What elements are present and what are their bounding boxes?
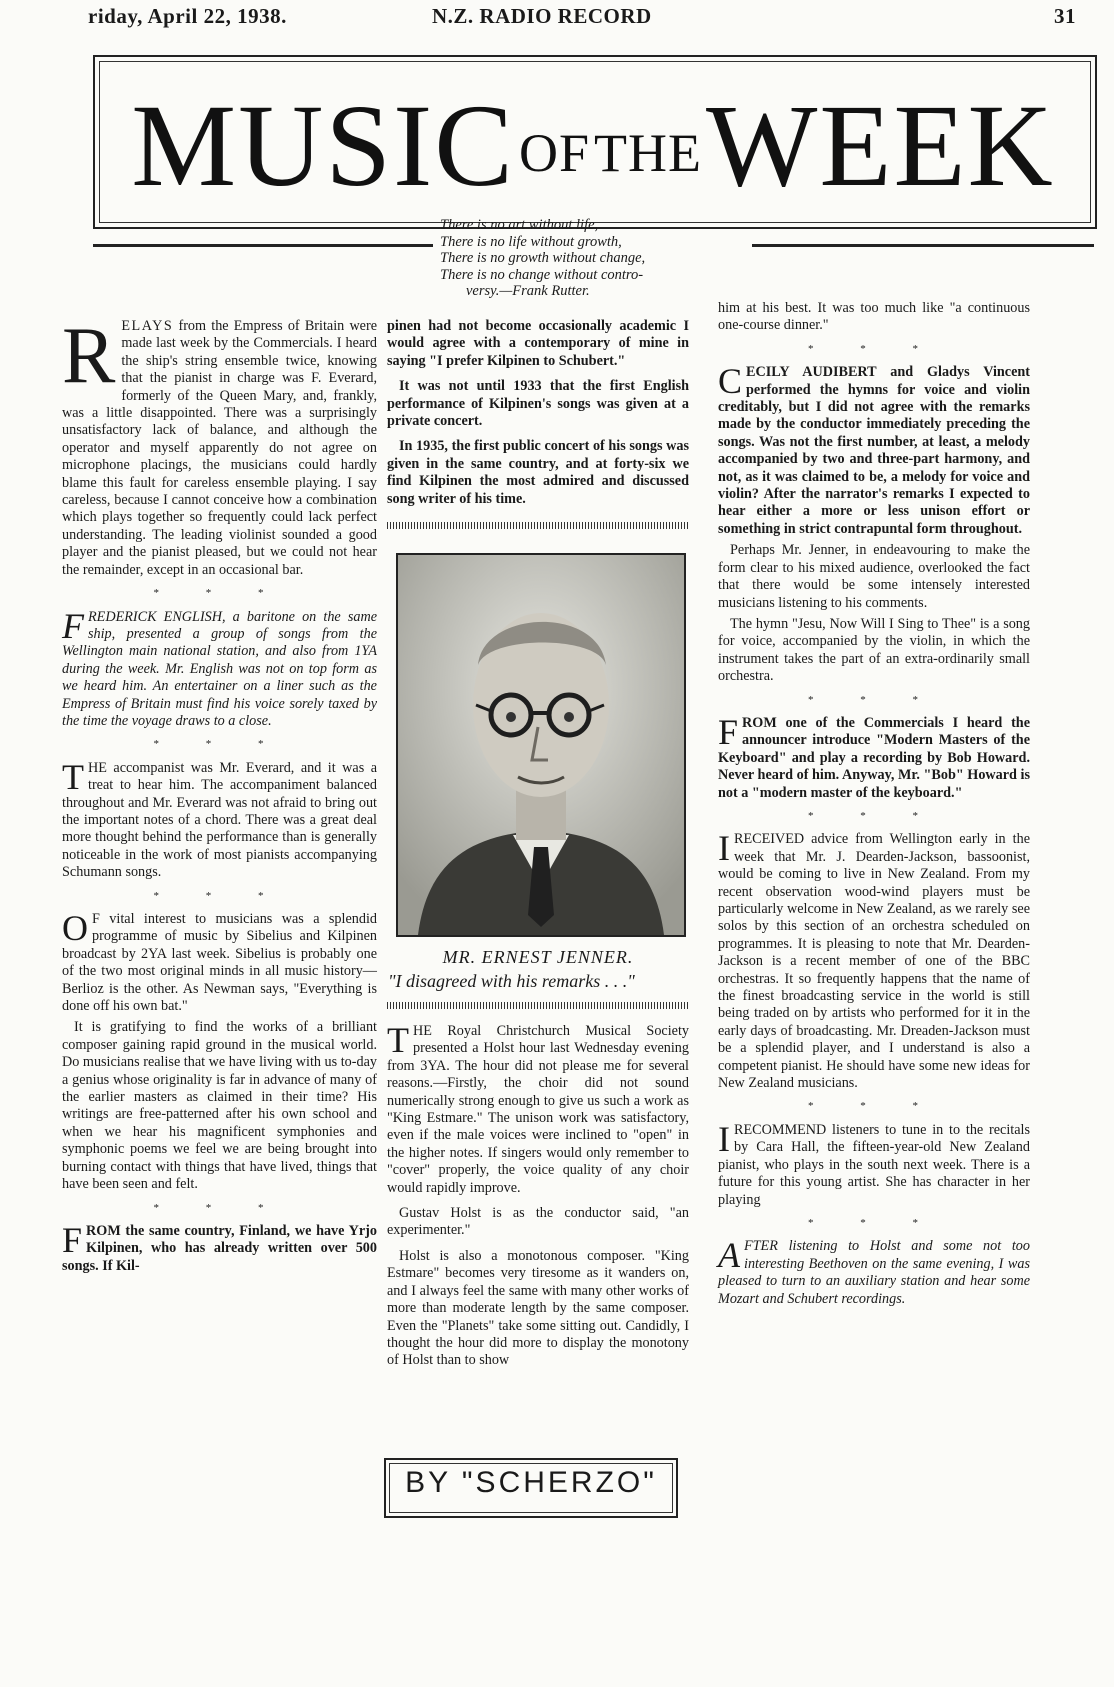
masthead-title [100, 78, 1086, 214]
jenner-paragraph: Perhaps Mr. Jenner, in endeavouring to make the form clear to his mixed audience, overlooked the fact that there would be some intensely interested musicians listening to his comments. [718, 542, 1030, 611]
public-concert-paragraph: In 1935, the first public concert of his songs was given in the same country, and at forty-six we find Kilpinen the most admired and discussed song writer of his time. [387, 438, 689, 507]
caption-quote: "I disagreed with his remarks . . ." [388, 971, 635, 991]
masthead-word-the: THE [594, 123, 702, 183]
initial-letter: O [62, 908, 88, 948]
section-divider: * * * [153, 738, 286, 751]
hymn-paragraph: The hymn "Jesu, Now Will I Sing to Thee" is a song for voice, accompanied by the violin, in which the instrument takes the part of an extra-ordinarily small orchestra. [718, 615, 1030, 685]
section-divider: * * * [153, 889, 286, 902]
epigraph-line: versy.—Frank Rutter. [466, 283, 590, 299]
header-page-number: 31 [1054, 4, 1076, 28]
experimenter-paragraph: Gustav Holst is as the conductor said, "an experimenter." [387, 1205, 689, 1239]
hall-paragraph: IRECOMMEND listeners to tune in to the recitals by Cara Hall, the fifteen-year-old New Zealand pianist, who plays in the south next week. There is a future for this young artist. She has character in her playing [718, 1118, 1030, 1208]
vital-paragraph: O F vital interest to musicians was a splendid programme of music by Sibelius and Kilpinen broadcast by 2YA last week. Sibelius is probably one of the two most original minds in all music history—Berlioz is the other. As Newman says, "Everything is done off his own bat." [62, 908, 377, 1015]
initial-letter: F [62, 605, 84, 646]
finland-paragraph: FROM the same country, Finland, we have Yrjo Kilpinen, who has already written over 500 songs. If Kil- [62, 1219, 377, 1274]
initial-letter: A [718, 1235, 740, 1276]
caption-name: MR. ERNEST JENNER. [442, 947, 634, 967]
section-divider: * * * [153, 1201, 286, 1214]
column-3 [718, 300, 1030, 1312]
epigraph [440, 217, 740, 300]
section-divider: * * * [808, 809, 940, 822]
audibert-paragraph: CECILY AUDIBERT and Gladys Vincent performed the hymns for voice and violin creditably, but I did not agree with the remarks made by the conductor immediately preceding the songs. Was not the first number, at least, a melody accompanied by two and three-part harmony, and not, as it was claimed to be, a melody for voice and violin? After the narrator's remarks I expected to hear either a more or less unison effort or something in strict contrapuntal form throughout. [718, 361, 1030, 537]
relays-paragraph: RELAYS from the Empress of Britain were made last week by the Commercials. I heard the ship's string ensemble twice, knowing that the pianist in charge was F. Everard, formerly of the Queen Mary, and, frankly, was a little disappointed. There was a surprisingly unsatisfactory lack of balance, and although the operator and myself apparently do not agree on microphone placings, the musicians could hardly blame this fault for careless ensemble playing. I say careless, because I cannot conceive how a combination which plays together so frequently could lack perfect understanding. The leading violinist sounded a good player and the pianist pleased, but we could not hear the remainder, except in an occasional bar. [62, 312, 378, 578]
header-publication: N.Z. RADIO RECORD [432, 4, 652, 28]
initial-letter: F [718, 711, 739, 752]
masthead-word-week: WEEK [706, 80, 1055, 211]
holst-paragraph: THE Royal Christchurch Musical Society presented a Holst hour last Wednesday evening from 3YA. The hour did not please me for several reasons.—Firstly, the choir did not sound numerically strong enough to give us such a work as "King Estmare." The unison work was satisfactory, even if the male voices were inclined to "open" in the higher notes. If singers would only remember to "cover" properly, the voice quality of any choir would rapidly improve. [387, 1020, 689, 1196]
epigraph-line: There is no change without contro- [440, 266, 644, 283]
section-divider: * * * [808, 1216, 940, 1229]
section-divider: * * * [808, 342, 940, 355]
epigraph-line: There is no life without growth, [440, 233, 622, 250]
gratifying-paragraph: It is gratifying to find the works of a brilliant composer gaining rapid ground in the musical world. Do musicians realise that we have living with us to-day a genius whose originality is far in advance of many of the earlier masters as claimed in their time? His writings are free-patterned after his own school and when we hear his magnificent symphonies and symphonic poems we feel we are being brought into burning contact with things that have lived, things that have been seen and felt. [62, 1019, 377, 1193]
howard-paragraph: FROM one of the Commercials I heard the announcer introduce "Modern Masters of the Keyboard" and play a recording by Bob Howard. Never heard of him. Anyway, Mr. "Bob" Howard is not a "modern master of the keyboard." [718, 711, 1030, 801]
dearden-paragraph: IRECEIVED advice from Wellington early in the week that Mr. J. Dearden-Jackson, bassoonist, would be coming to live in New Zealand. From my recent observation wood-wind players must be particularly welcome in New Zealand, as we rarely see solos by this section of an orchestra scheduled on programmes. It is pleasing to note that Mr. Dearden-Jackson is a recent member of one of the BBC orchestras. It so frequently happens that the name of the finest broadcasting service in the world is still being traded on by artists who performed for it in the early days of broadcasting. Mr. Dreaden-Jackson must be a splendid player, and I understand is also a competent pianist. He should have some new ideas for New Zealand musicians. [718, 828, 1030, 1092]
accompanist-paragraph: THE accompanist was Mr. Everard, and it was a treat to hear him. The accompaniment balanced throughout and Mr. Everard was not afraid to bring out the important notes of a chord. There was a great deal more thought behind the performance than is generally noticeable in the work of most pianists accompanying Schumann songs. [62, 756, 377, 881]
portrait-photo [396, 553, 686, 937]
byline: BY "SCHERZO" [405, 1466, 657, 1499]
column-2 [387, 318, 689, 543]
masthead-word-of: OF [519, 123, 591, 183]
header-date: riday, April 22, 1938. [88, 4, 287, 28]
initial-letter: T [62, 756, 84, 797]
column-2-lower [387, 1002, 689, 1374]
column-1 [62, 312, 378, 1279]
portrait-illustration [398, 555, 684, 935]
monotonous-paragraph: Holst is also a monotonous composer. "King Estmare" becomes very tiresome as it wanders on, and I always feel the same with many other works of more than moderate length by the same composer. Even the "Planets" take some sitting out. Candidly, I thought the hour did more to display the monotony of Holst than to show [387, 1247, 689, 1369]
section-divider: * * * [808, 693, 940, 706]
hatched-rule [387, 522, 689, 529]
english-paragraph: FREDERICK ENGLISH, a baritone on the same ship, presented a group of songs from the Wellington main national station, and also from 1YA during the week. Mr. English was not on top form as we heard him. An entertainer on a liner such as the Empress of Britain must find his voice sorely taxed by the time the voyage draws to a close. [62, 605, 377, 729]
initial-letter: C [718, 361, 743, 402]
rule-right [752, 244, 1094, 247]
section-divider: * * * [153, 587, 286, 600]
initial-letter: I [718, 1118, 730, 1159]
drop-cap: R [62, 312, 116, 400]
masthead-word-music: MUSIC [131, 80, 515, 211]
best-paragraph: him at his best. It was too much like "a continuous one-course dinner." [718, 300, 1030, 334]
epigraph-line: There is no art without life, [440, 217, 599, 233]
after-paragraph: AFTER listening to Holst and some not too interesting Beethoven on the same evening, I was pleased to turn to an auxiliary station and hear some Mozart and Schubert recordings. [718, 1235, 1030, 1307]
hatched-rule [387, 1002, 689, 1009]
initial-letter: F [62, 1219, 83, 1260]
initial-letter: I [718, 828, 730, 869]
photo-caption [388, 945, 688, 993]
rule-left [93, 244, 433, 247]
epigraph-line: There is no growth without change, [440, 250, 646, 266]
initial-letter: T [387, 1020, 409, 1060]
first-performance-paragraph: It was not until 1933 that the first English performance of Kilpinen's songs was given at a private concert. [387, 378, 689, 430]
section-divider: * * * [808, 1100, 940, 1113]
kilpinen-paragraph: pinen had not become occasionally academic I would agree with a contemporary of mine in saying "I prefer Kilpinen to Schubert." [387, 318, 689, 369]
